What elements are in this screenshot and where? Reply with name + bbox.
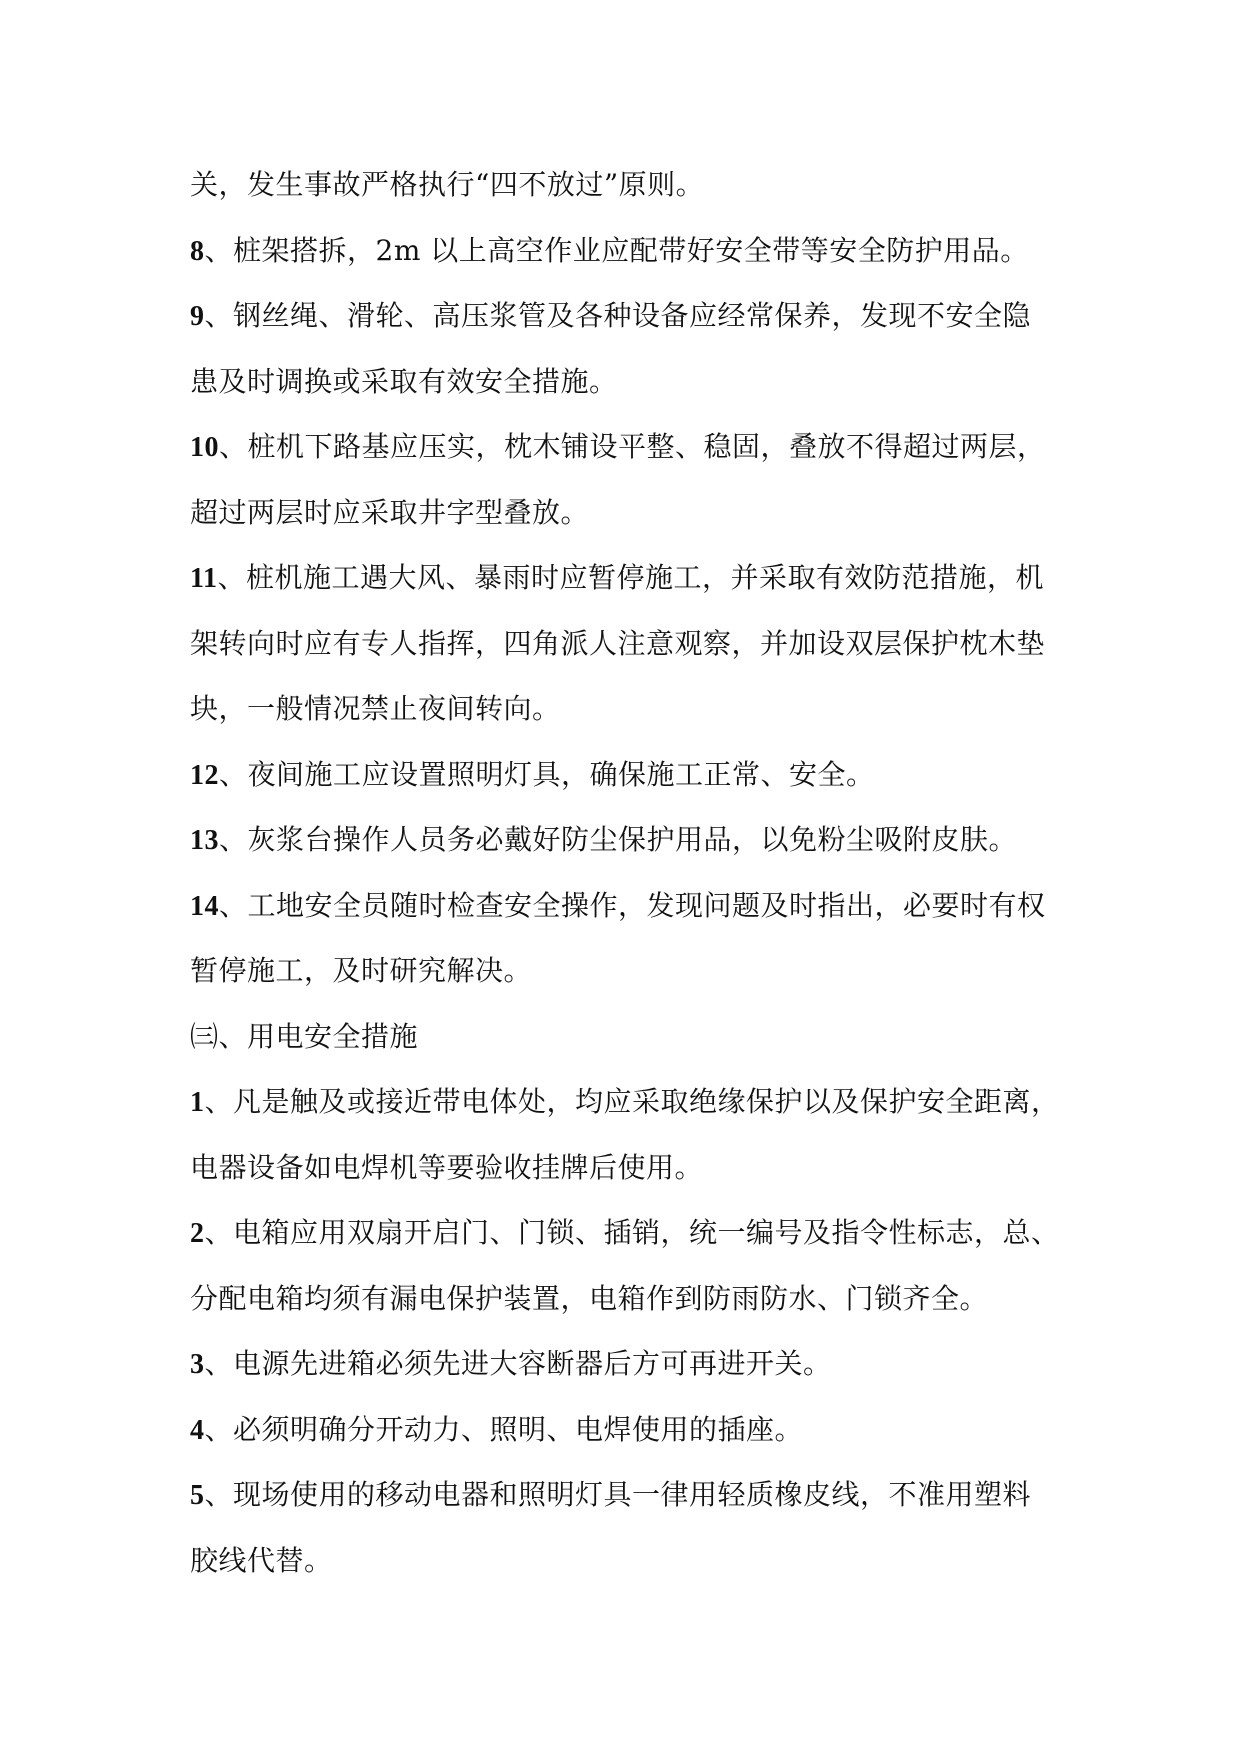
- item-number: 13: [190, 825, 219, 856]
- section-heading: [190, 1004, 1060, 1070]
- item-number: 10: [190, 432, 219, 463]
- line-text: 块，一般情况禁止夜间转向。: [190, 692, 561, 725]
- line-text: 、必须明确分开动力、照明、电焊使用的插座。: [204, 1412, 804, 1446]
- document-body: [190, 152, 1060, 1593]
- item-number: 11: [190, 563, 218, 594]
- text-line: [190, 938, 1060, 1004]
- line-text: 、灰浆台操作人员务必戴好防尘保护用品，以免粉尘吸附皮肤。: [219, 823, 1018, 856]
- item-number: 14: [190, 890, 219, 922]
- line-text: 、凡是触及或接近带电体处，均应采取绝缘保护以及保护安全距离，: [204, 1085, 1060, 1118]
- text-line: [190, 1528, 1060, 1594]
- text-line: [190, 1069, 1060, 1135]
- text-line: [190, 1397, 1060, 1463]
- line-text: 、现场使用的移动电器和照明灯具一律用轻质橡皮线，不准用塑料: [204, 1478, 1032, 1511]
- text-line: [190, 1200, 1060, 1266]
- line-text: 患及时调换或采取有效安全措施。: [190, 364, 618, 398]
- line-text: 、桩架搭拆，2m 以上高空作业应配带好安全带等安全防护用品。: [204, 233, 1029, 267]
- line-text: ㈢、用电安全措施: [190, 1019, 419, 1053]
- item-number: 12: [190, 759, 219, 791]
- text-line: [190, 414, 1060, 480]
- text-line: [190, 611, 1060, 677]
- line-text: 、电箱应用双扇开启门、门锁、插销，统一编号及指令性标志，总、: [204, 1216, 1060, 1249]
- line-text: 分配电箱均须有漏电保护装置，电箱作到防雨防水、门锁齐全。: [190, 1281, 989, 1315]
- text-line: [190, 283, 1060, 349]
- line-text: 暂停施工，及时研究解决。: [190, 954, 533, 987]
- line-text: 、桩机下路基应压实，枕木铺设平整、稳固，叠放不得超过两层，: [219, 430, 1046, 463]
- text-line: [190, 676, 1060, 742]
- line-text: 关，发生事故严格执行“四不放过”原则。: [190, 168, 705, 201]
- line-text: 、夜间施工应设置照明灯具，确保施工正常、安全。: [219, 757, 875, 791]
- item-number: 8: [190, 235, 205, 267]
- text-line: [190, 1135, 1060, 1201]
- text-line: [190, 480, 1060, 546]
- text-line: [190, 218, 1060, 284]
- line-text: 胶线代替。: [190, 1543, 333, 1577]
- line-text: 、桩机施工遇大风、暴雨时应暂停施工，并采取有效防范措施，机: [217, 561, 1044, 594]
- item-number: 1: [190, 1087, 205, 1118]
- text-line: [190, 349, 1060, 415]
- item-number: 9: [190, 301, 205, 332]
- line-text: 、电源先进箱必须先进大容断器后方可再进开关。: [204, 1347, 832, 1380]
- text-line: [190, 1462, 1060, 1528]
- text-line: [190, 1331, 1060, 1397]
- text-line: [190, 873, 1060, 939]
- item-number: 4: [190, 1414, 205, 1446]
- item-number: 3: [190, 1349, 205, 1380]
- text-line: [190, 742, 1060, 808]
- text-line: [190, 545, 1060, 611]
- text-line: [190, 152, 1060, 218]
- item-number: 5: [190, 1480, 205, 1511]
- line-text: 、工地安全员随时检查安全操作，发现问题及时指出，必要时有权: [219, 888, 1046, 922]
- line-text: 超过两层时应采取井字型叠放。: [190, 495, 590, 529]
- line-text: 架转向时应有专人指挥，四角派人注意观察，并加设双层保护枕木垫: [190, 626, 1046, 660]
- text-line: [190, 807, 1060, 873]
- line-text: 、钢丝绳、滑轮、高压浆管及各种设备应经常保养，发现不安全隐: [204, 299, 1032, 332]
- item-number: 2: [190, 1218, 205, 1249]
- text-line: [190, 1266, 1060, 1332]
- line-text: 电器设备如电焊机等要验收挂牌后使用。: [190, 1150, 704, 1184]
